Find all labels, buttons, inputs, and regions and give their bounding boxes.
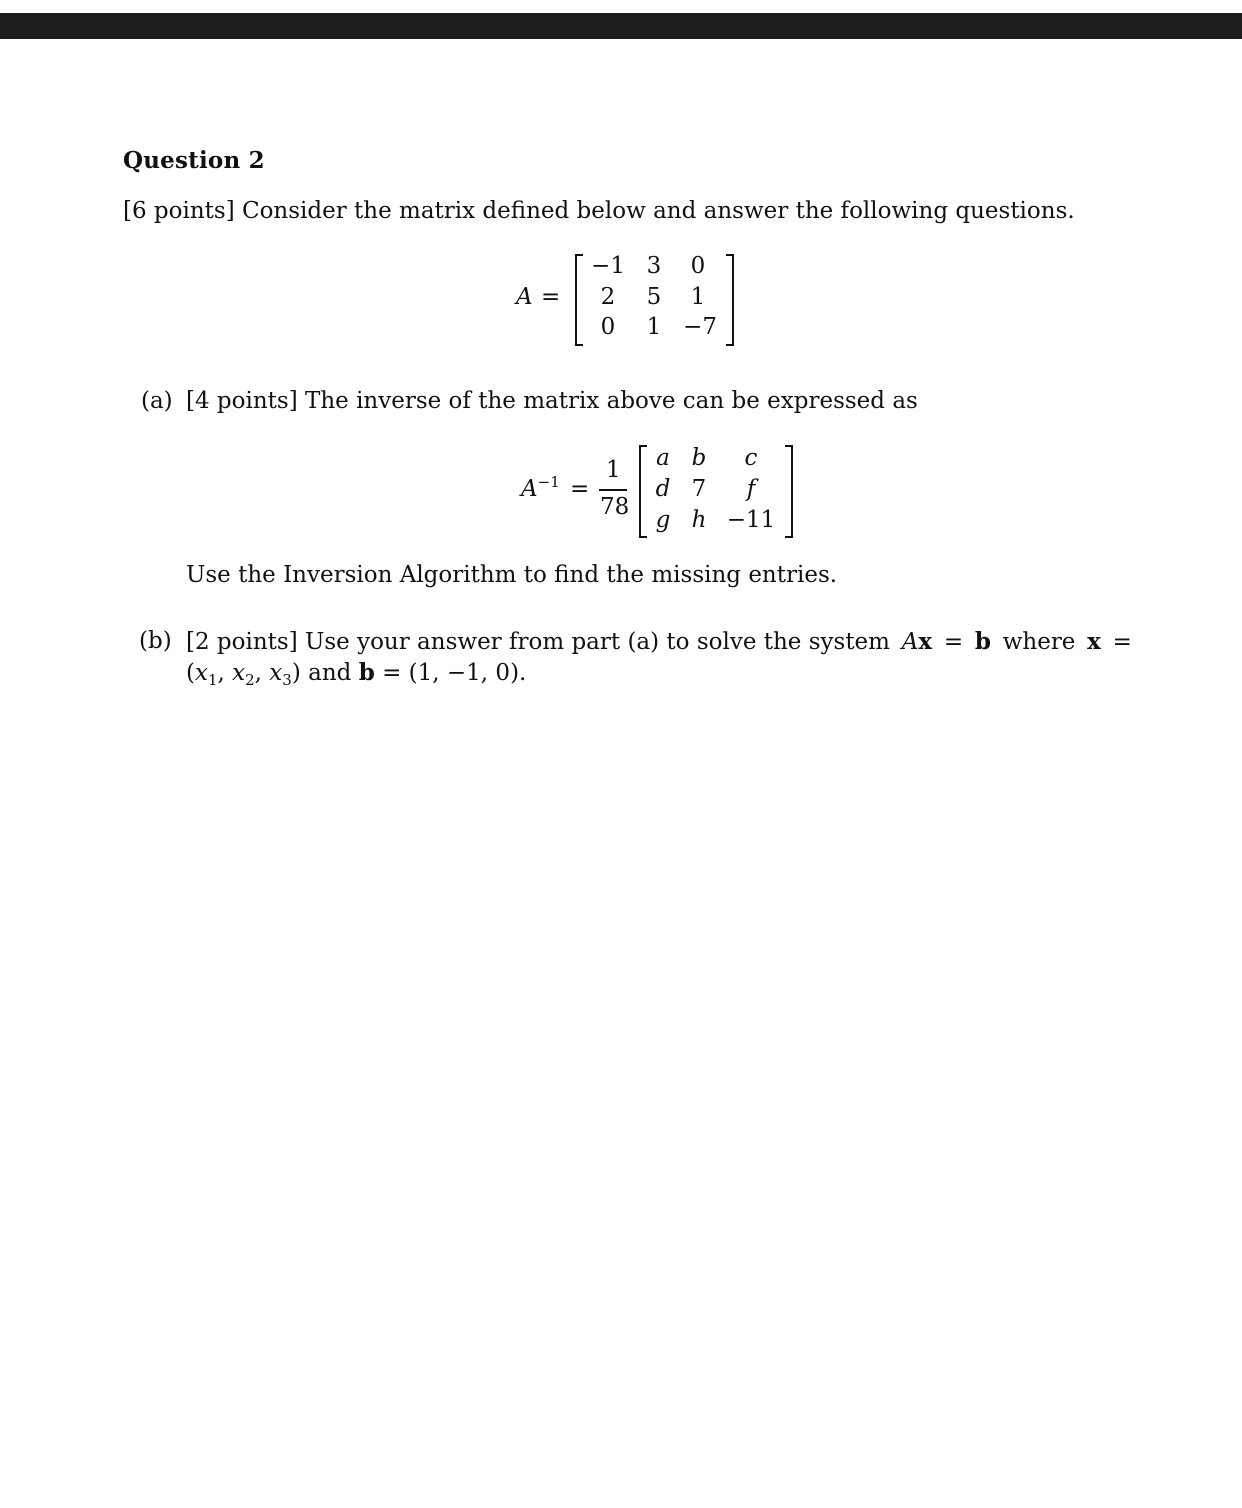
fraction-numerator: 1 <box>606 457 621 483</box>
part-b-line1 <box>186 628 1132 655</box>
inverse-cell: g <box>655 507 671 533</box>
part-a-text: [4 points] The inverse of the matrix above can be expressed as <box>186 388 918 414</box>
matrix-a-cell: 1 <box>646 314 662 340</box>
matrix-a-cell: 3 <box>646 253 662 279</box>
inverse-cell: −11 <box>726 507 776 533</box>
fraction-bar <box>599 489 627 491</box>
inverse-cell: h <box>691 507 707 533</box>
matrix-a-cell: 0 <box>690 253 706 279</box>
part-b-marker: (b) <box>139 628 172 654</box>
vector-b: b <box>974 628 991 655</box>
part-b-line2: ($x_1$, $x_2$, $x_3$) and b = (1, −1, 0). <box>186 659 527 689</box>
inverse-equals: = <box>570 476 590 502</box>
inverse-cell: f <box>746 476 756 502</box>
inverse-cell: c <box>744 445 758 471</box>
matrix-a-cell: 5 <box>646 284 662 310</box>
part-b-text: [2 points] Use your answer from part (a) to solve the system <box>186 629 890 655</box>
matrix-a-cell: 0 <box>600 314 616 340</box>
matrix-a-cell: 2 <box>600 284 616 310</box>
where-text: where <box>1002 629 1076 655</box>
inverse-label: $A^{-1}$ <box>521 473 560 502</box>
matrix-a-cell: 1 <box>690 284 706 310</box>
equals-sign: = <box>943 629 964 655</box>
matrix-a-cell: −1 <box>591 253 625 279</box>
part-a-instruction: Use the Inversion Algorithm to find the missing entries. <box>186 562 838 588</box>
top-bar <box>0 13 1242 39</box>
question-heading: Question 2 <box>123 147 265 174</box>
matrix-a-right-bracket <box>726 254 734 346</box>
matrix-a-equals: = <box>541 284 561 310</box>
inverse-cell: a <box>656 445 670 471</box>
fraction-denominator: 78 <box>600 494 630 520</box>
matrix-a-cell: −7 <box>683 314 717 340</box>
inverse-cell: 7 <box>691 476 707 502</box>
inverse-cell: b <box>691 445 707 471</box>
equals-sign: = <box>1112 629 1132 655</box>
matrix-a-label: A <box>516 284 533 310</box>
part-a-marker: (a) <box>141 388 173 414</box>
inverse-right-bracket <box>785 445 793 538</box>
inverse-cell: d <box>655 476 671 502</box>
intro-text: [6 points] Consider the matrix defined below and answer the following questions. <box>123 198 1075 224</box>
matrix-a-left-bracket <box>575 254 583 346</box>
system-expression: Ax <box>901 628 933 655</box>
vector-x: x <box>1087 628 1101 655</box>
